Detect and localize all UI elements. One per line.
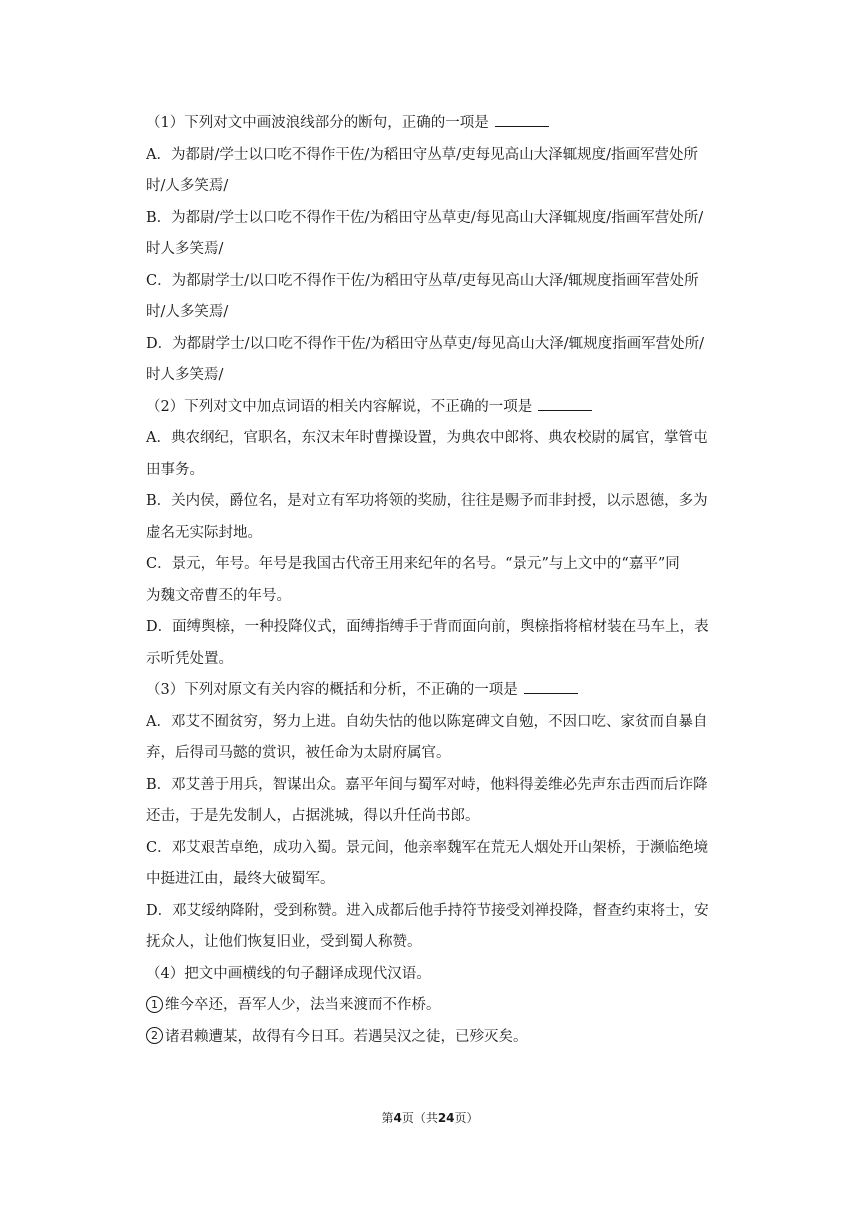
question-1-option-c-line-1: C．为都尉学士/以口吃不得作干佐/为稻田守丛草/吏每见高山大泽/辄规度指画军营处所 [146,272,699,289]
question-2-option-b-line-2: 虚名无实际封地。 [146,524,262,541]
question-3-stem-text: （3）下列对原文有关内容的概括和分析，不正确的一项是 [146,682,518,698]
question-1-option-d-line-1: D．为都尉学士/以口吃不得作干佐/为稻田守丛草吏/每见高山大泽/辄规度指画军营处所/ [146,335,705,352]
footer-page-number: 4 [393,1111,402,1125]
page-footer [0,1110,860,1126]
question-2-option-c-line-1: C．景元，年号。年号是我国古代帝王用来纪年的名号。“景元”与上文中的“嘉平”同 [146,556,680,572]
question-3-option-c-line-1: C．邓艾艰苦卓绝，成功入蜀。景元间，他亲率魏军在荒无人烟处开山架桥，于濒临绝境 [146,839,709,856]
question-3-option-a-line-2: 弃，后得司马懿的赏识，被任命为太尉府属官。 [146,745,451,761]
question-2-stem-text: （2）下列对文中加点词语的相关内容解说，不正确的一项是 [146,398,533,415]
question-1-option-b-line-1: B．为都尉/学士以口吃不得作干佐/为稻田守丛草吏/每见高山大泽辄规度/指画军营处所/ [146,209,704,226]
answer-blank-1 [495,112,549,127]
translation-sentence-2 [146,1022,732,1054]
question-2-option-a-line-2: 田事务。 [146,461,204,478]
question-4-stem: （4）把文中画横线的句子翻译成现代汉语。 [146,965,431,982]
question-2-option-a-line-1: A．典农纲纪，官职名，东汉末年时曹操设置，为典农中郎将、典农校尉的属官，掌管屯 [146,430,708,446]
footer-prefix: 第 [381,1111,394,1125]
question-2-option-d-line-1: D．面缚舆榇，一种投降仪式，面缚指缚手于背而面向前，舆榇指将棺材装在马车上，表 [146,619,709,635]
question-content [146,108,732,1053]
question-3-option-d-line-1: D．邓艾绥纳降附，受到称赞。进入成都后他手持符节接受刘禅投降，督查约束将士，安 [146,902,709,919]
footer-middle: 页（共 [401,1111,438,1125]
question-2-option-d-line-2: 示听凭处置。 [146,650,233,667]
footer-suffix: 页） [454,1111,479,1125]
question-1-stem-text: （1）下列对文中画波浪线部分的断句，正确的一项是 [146,115,489,131]
question-1-option-c-line-2: 时/人多笑焉/ [146,304,229,320]
question-2-stem [146,392,732,424]
translation-sentence-1-text: 维今卒还，吾军人少，法当来渡而不作桥。 [165,997,441,1013]
question-3-option-c-line-2: 中挺进江由，最终大破蜀军。 [146,871,335,887]
footer-total-pages: 24 [437,1111,455,1125]
question-1-option-d-line-2: 时人多笑焉/ [146,367,224,383]
question-1-option-a-line-2: 时/人多笑焉/ [146,178,229,194]
question-3-option-d-line-2: 抚众人，让他们恢复旧业，受到蜀人称赞。 [146,934,422,950]
answer-blank-2 [538,396,592,411]
question-1-option-b-line-2: 时人多笑焉/ [146,241,224,257]
circled-number-1: 1 [146,996,163,1013]
question-1-option-a-line-1: A．为都尉/学士以口吃不得作干佐/为稻田守丛草/吏每见高山大泽辄规度/指画军营处所 [146,146,699,163]
translation-sentence-2-text: 诸君赖遭某，故得有今日耳。若遇吴汉之徒，已殄灭矣。 [165,1028,528,1045]
question-3-option-a-line-1: A．邓艾不囿贫穷，努力上进。自幼失怙的他以陈寔碑文自勉，不因口吃、家贫而自暴自 [146,713,708,730]
circled-number-2: 2 [146,1027,163,1044]
question-2-option-b-line-1: B．关内侯，爵位名，是对立有军功将领的奖励，往往是赐予而非封授，以示恩德，多为 [146,493,708,509]
question-3-option-b-line-1: B．邓艾善于用兵，智谋出众。嘉平年间与蜀军对峙，他料得姜维必先声东击西而后诈降 [146,776,708,793]
question-2-option-c-line-2: 为魏文帝曹丕的年号。 [146,587,291,604]
answer-blank-3 [524,679,578,694]
question-3-stem [146,675,732,707]
question-1-stem [146,108,732,140]
translation-sentence-1 [146,990,732,1022]
question-3-option-b-line-2: 还击，于是先发制人，占据洮城，得以升任尚书郎。 [146,808,480,824]
